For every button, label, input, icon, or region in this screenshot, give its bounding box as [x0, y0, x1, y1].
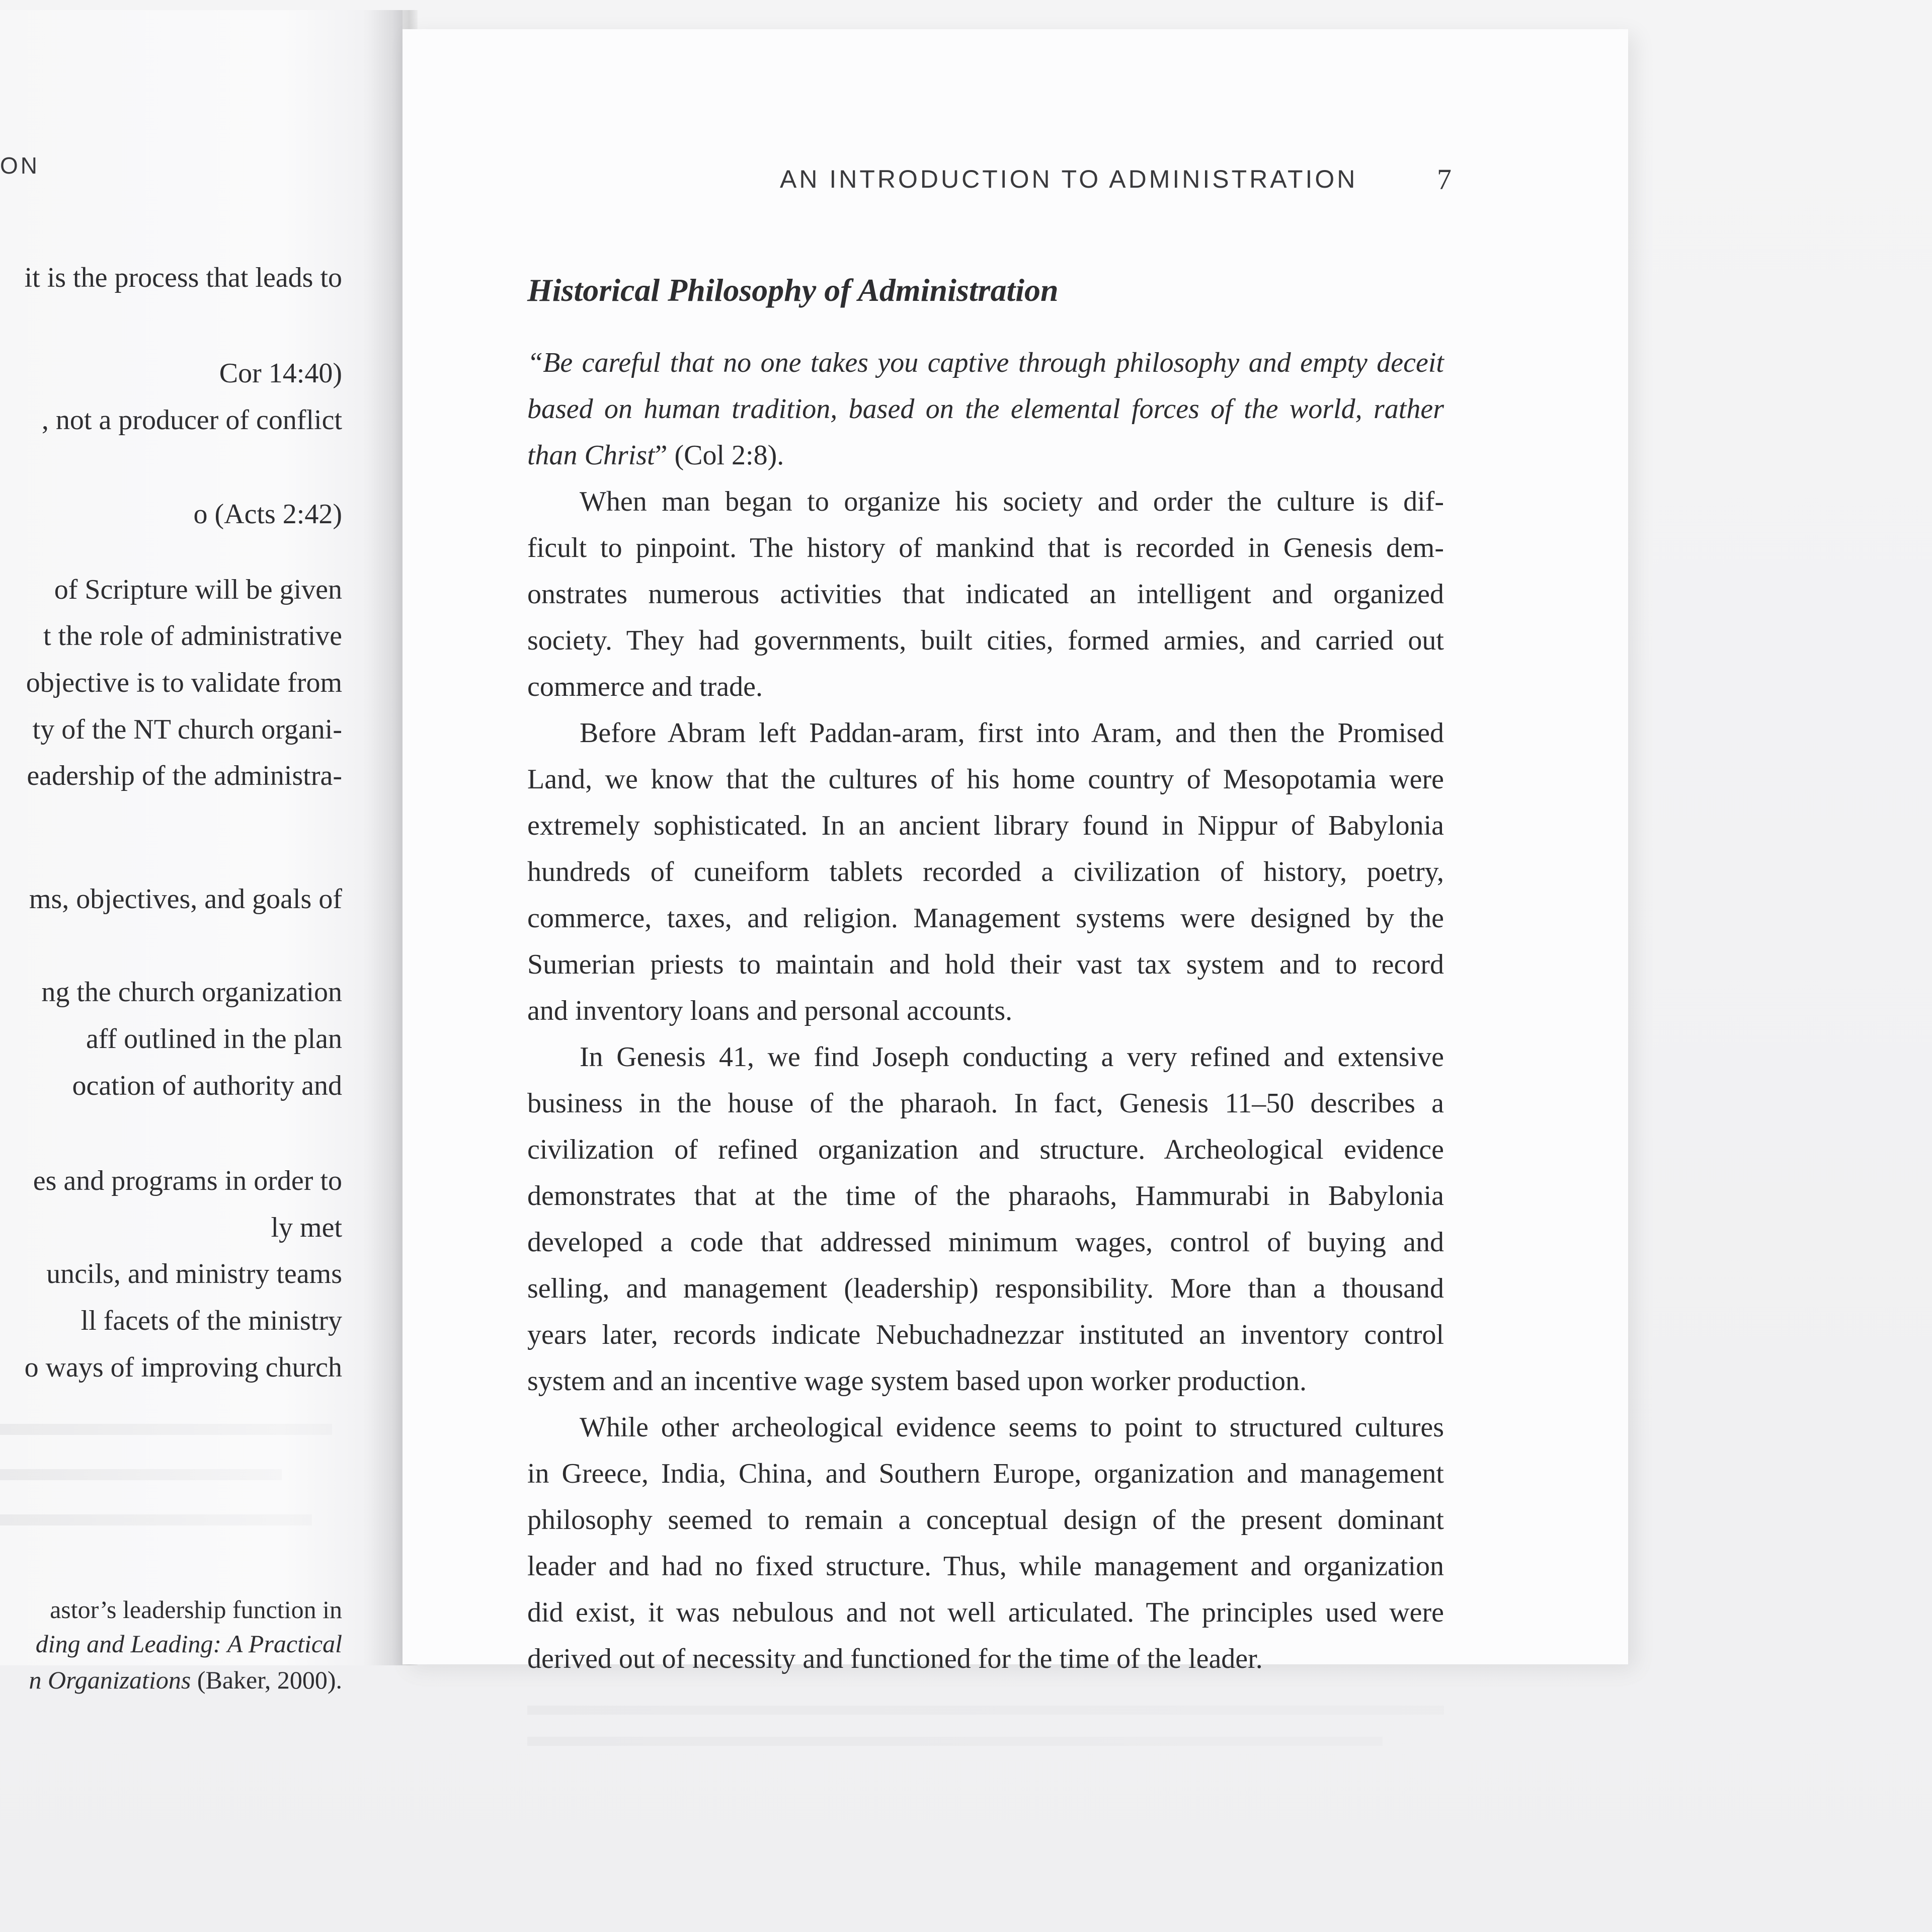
- left-line: ly met: [271, 1212, 342, 1243]
- epigraph-line: [527, 439, 1444, 472]
- left-running-head: ON: [0, 152, 40, 179]
- epigraph-italic: than Christ: [527, 440, 655, 471]
- left-line: t the role of administrative: [43, 620, 342, 652]
- section-heading: Historical Philosophy of Administration: [527, 272, 1059, 308]
- epigraph-line: based on human tradition, based on the elemental forces of the world, rather: [527, 393, 1444, 425]
- body-line: in Greece, India, China, and Southern Europe, organization and management: [527, 1458, 1444, 1489]
- left-line: it is the process that leads to: [24, 262, 342, 293]
- show-through-line: [527, 1737, 1383, 1746]
- left-line: , not a producer of conflict: [41, 405, 342, 436]
- left-line: ms, objectives, and goals of: [29, 883, 342, 915]
- show-through-line: [0, 1469, 282, 1480]
- body-line: commerce, taxes, and religion. Management systems were designed by the: [527, 903, 1444, 934]
- show-through-line: [0, 1424, 332, 1435]
- body-line: years later, records indicate Nebuchadnezzar instituted an inventory control: [527, 1319, 1444, 1350]
- body-line: society. They had governments, built cities, formed armies, and carried out: [527, 625, 1444, 656]
- left-line: o (Acts 2:42): [193, 499, 342, 530]
- left-line: aff outlined in the plan: [86, 1023, 342, 1055]
- body-line: developed a code that addressed minimum wages, control of buying and: [527, 1227, 1444, 1258]
- body-line: and inventory loans and personal accounts.: [527, 995, 1013, 1026]
- body-line: leader and had no fixed structure. Thus, while management and organization: [527, 1551, 1444, 1582]
- body-line: demonstrates that at the time of the pharaohs, Hammurabi in Babylonia: [527, 1180, 1444, 1212]
- body-line: ficult to pinpoint. The history of mankind that is recorded in Genesis dem-: [527, 532, 1444, 564]
- left-line: eadership of the administra-: [27, 760, 342, 791]
- footnote-italic: n Organizations: [29, 1666, 191, 1694]
- body-line: hundreds of cuneiform tablets recorded a civilization of history, poetry,: [527, 856, 1444, 888]
- body-line: extremely sophisticated. In an ancient library found in Nippur of Babylonia: [527, 810, 1444, 841]
- body-line: commerce and trade.: [527, 671, 763, 702]
- body-line: Sumerian priests to maintain and hold their vast tax system and to record: [527, 949, 1444, 980]
- body-line: Before Abram left Paddan-aram, first into Aram, and then the Promised: [580, 717, 1444, 749]
- body-line: While other archeological evidence seems to point to structured cultures: [580, 1412, 1444, 1443]
- body-line: derived out of necessity and functioned for the time of the leader.: [527, 1643, 1263, 1674]
- left-line: uncils, and ministry teams: [46, 1258, 342, 1290]
- footnote-rest: (Baker, 2000).: [191, 1666, 342, 1694]
- epigraph-citation: ” (Col 2:8).: [655, 440, 784, 471]
- page-number: 7: [1437, 163, 1452, 196]
- left-line: ll facets of the ministry: [80, 1305, 342, 1336]
- left-line: o ways of improving church: [24, 1352, 342, 1383]
- left-line: of Scripture will be given: [54, 574, 342, 605]
- body-line: system and an incentive wage system based upon worker production.: [527, 1365, 1307, 1397]
- running-head: AN INTRODUCTION TO ADMINISTRATION: [780, 165, 1358, 193]
- epigraph-line: “Be careful that no one takes you captive through philosophy and empty deceit: [527, 347, 1444, 378]
- left-line: es and programs in order to: [33, 1165, 342, 1196]
- left-line: objective is to validate from: [26, 667, 342, 698]
- body-line: business in the house of the pharaoh. In fact, Genesis 11–50 describes a: [527, 1088, 1444, 1119]
- left-page: [0, 10, 403, 1694]
- footnote-line: astor’s leadership function in: [50, 1595, 342, 1624]
- left-line: ocation of authority and: [72, 1070, 342, 1101]
- body-line: onstrates numerous activities that indicated an intelligent and organized: [527, 579, 1444, 610]
- body-line: did exist, it was nebulous and not well articulated. The principles used were: [527, 1597, 1444, 1628]
- body-line: Land, we know that the cultures of his home country of Mesopotamia were: [527, 764, 1444, 795]
- left-line: Cor 14:40): [219, 358, 342, 389]
- left-line: ty of the NT church organi-: [32, 714, 342, 745]
- footnote-line: [29, 1665, 343, 1695]
- footnote-line: ding and Leading: A Practical: [35, 1630, 342, 1658]
- body-line: philosophy seemed to remain a conceptual design of the present dominant: [527, 1504, 1444, 1536]
- show-through-line: [0, 1514, 312, 1525]
- show-through-line: [527, 1706, 1444, 1715]
- body-line: When man began to organize his society and order the culture is dif-: [580, 486, 1444, 517]
- left-line: ng the church organization: [41, 977, 342, 1008]
- body-line: civilization of refined organization and structure. Archeological evidence: [527, 1134, 1444, 1165]
- body-line: In Genesis 41, we find Joseph conducting a very refined and extensive: [580, 1041, 1444, 1073]
- body-line: selling, and management (leadership) responsibility. More than a thousand: [527, 1273, 1444, 1304]
